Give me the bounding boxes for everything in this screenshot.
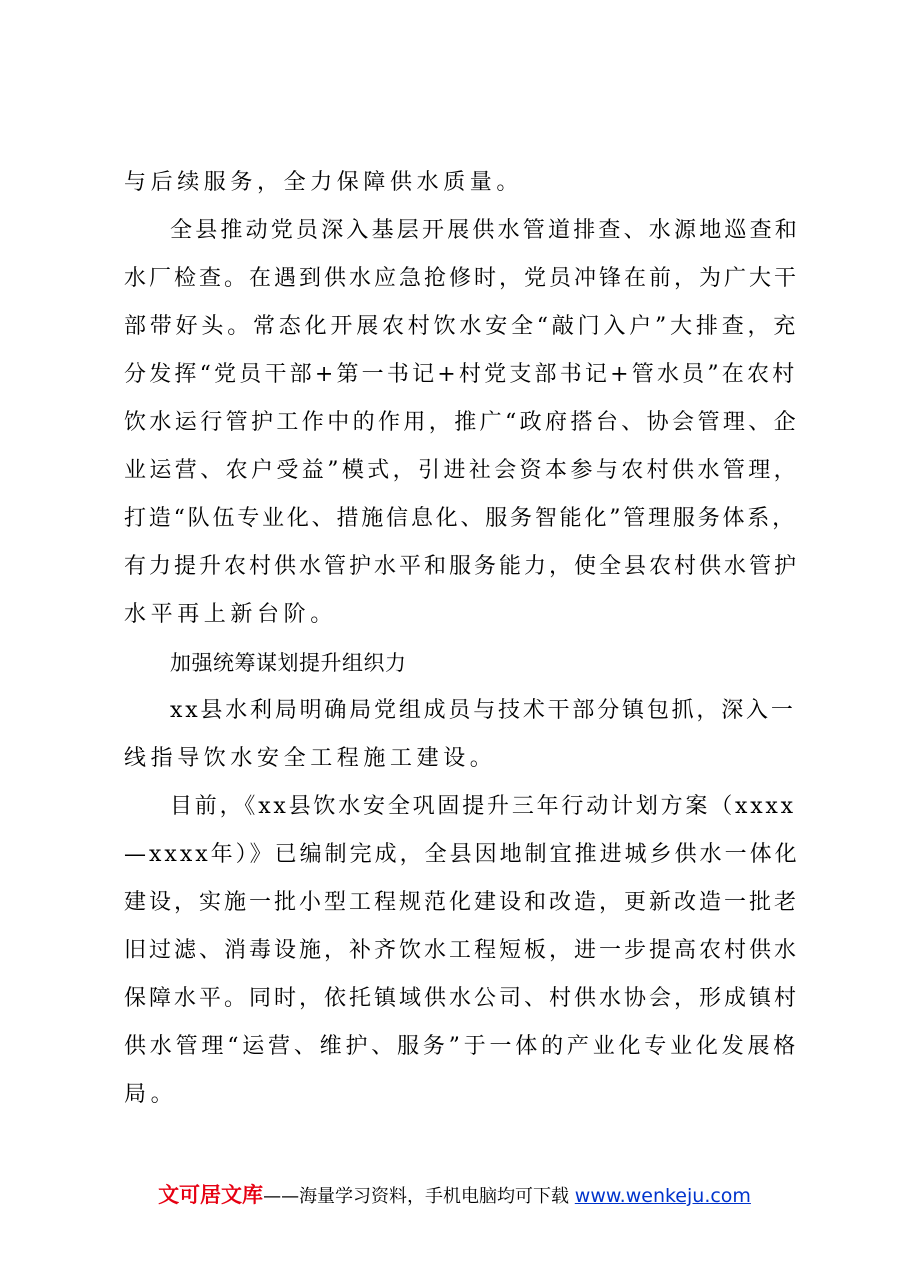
paragraph-line: 目前，《xx县饮水安全巩固提升三年行动计划方案（xxxx [170,794,796,819]
footer-website-link[interactable]: www.wenkeju.com [574,1185,751,1207]
paragraph-line: 供水管理“运营、维护、服务”于一体的产业化专业化发展格 [124,1034,800,1059]
paragraph-line: 线指导饮水安全工程施工建设。 [124,746,497,771]
paragraph-line: 分发挥“党员干部+第一书记+村党支部书记+管水员”在农村 [124,362,798,387]
paragraph-line: 建设，实施一批小型工程规范化建设和改造，更新改造一批老 [124,890,800,915]
paragraph-line: 有力提升农村供水管护水平和服务能力，使全县农村供水管护 [124,554,800,579]
paragraph-line: 保障水平。同时，依托镇域供水公司、村供水协会，形成镇村 [124,986,800,1011]
paragraph-line: 业运营、农户受益”模式，引进社会资本参与农村供水管理， [124,458,800,483]
paragraph-line: 打造“队伍专业化、措施信息化、服务智能化”管理服务体系， [124,506,797,531]
paragraph-line: 水厂检查。在遇到供水应急抢修时，党员冲锋在前，为广大干 [124,266,800,291]
paragraph-line: 饮水运行管护工作中的作用，推广“政府搭台、协会管理、企 [124,410,800,435]
paragraph-line: —xxxx年）》已编制完成，全县因地制宜推进城乡供水一体化 [124,842,800,867]
paragraph-line: xx县水利局明确局党组成员与技术干部分镇包抓，深入一 [170,698,796,723]
paragraph-line: 全县推动党员深入基层开展供水管道排查、水源地巡查和 [170,218,801,243]
paragraph-line: 与后续服务，全力保障供水质量。 [124,170,524,195]
page-footer [0,1180,909,1212]
paragraph-line: 旧过滤、消毒设施，补齐饮水工程短板，进一步提高农村供水 [124,938,800,963]
footer-brand: 文可居文库 [158,1183,264,1207]
footer-tagline: ——海量学习资料，手机电脑均可下载 [263,1186,570,1207]
paragraph-line: 水平再上新台阶。 [124,602,337,627]
section-heading: 加强统筹谋划提升组织力 [170,651,407,675]
paragraph-line: 局。 [124,1082,178,1107]
paragraph-line: 部带好头。常态化开展农村饮水安全“敲门入户”大排查，充 [124,314,800,339]
